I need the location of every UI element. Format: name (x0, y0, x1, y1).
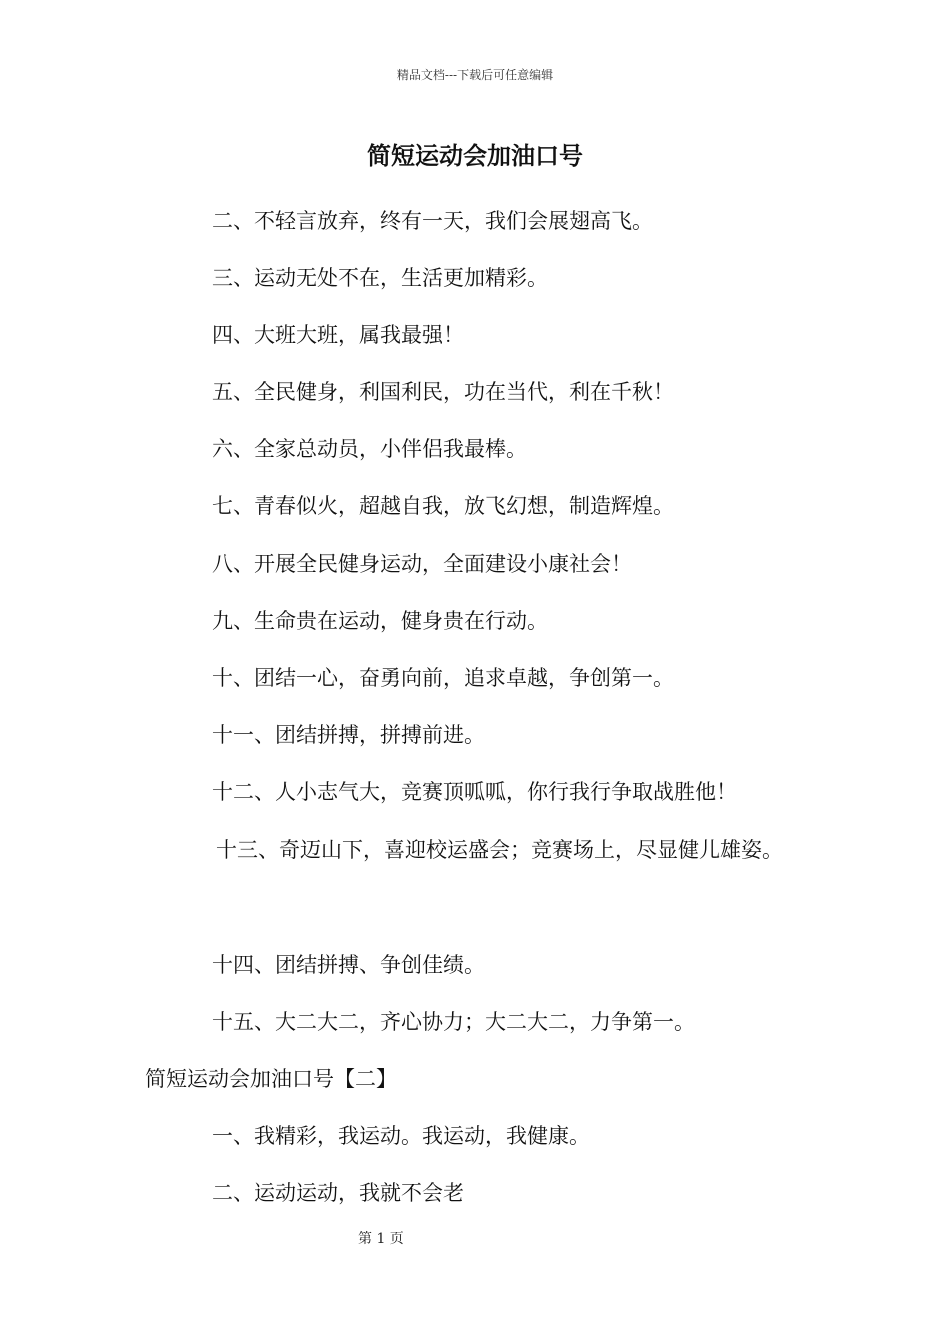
slogan-line: 十四、团结拼搏、争创佳绩。 (212, 953, 485, 977)
slogan-line: 二、不轻言放弃，终有一天，我们会展翅高飞。 (212, 209, 653, 233)
slogan-line: 五、全民健身，利国利民，功在当代，利在千秋！ (212, 380, 674, 404)
slogan-line: 十一、团结拼搏，拼搏前进。 (212, 723, 485, 747)
section-heading: 简短运动会加油口号【二】 (145, 1067, 397, 1091)
slogan-line: 四、大班大班，属我最强！ (212, 323, 464, 347)
slogan-line: 三、运动无处不在，生活更加精彩。 (212, 266, 548, 290)
header-note: 精品文档---下载后可任意编辑 (396, 68, 554, 82)
document-title: 简短运动会加油口号 (367, 141, 583, 170)
slogan-line: 八、开展全民健身运动，全面建设小康社会！ (212, 552, 632, 576)
slogan-line: 七、青春似火，超越自我，放飞幻想，制造辉煌。 (212, 494, 674, 518)
slogan-line: 一、我精彩，我运动。我运动，我健康。 (212, 1124, 590, 1148)
slogan-line: 十五、大二大二，齐心协力；大二大二，力争第一。 (212, 1010, 695, 1034)
slogan-line: 十二、人小志气大，竞赛顶呱呱，你行我行争取战胜他！ (212, 780, 737, 804)
slogan-line: 二、运动运动，我就不会老 (212, 1181, 464, 1205)
slogan-line: 九、生命贵在运动，健身贵在行动。 (212, 609, 548, 633)
slogan-line: 六、全家总动员，小伴侣我最棒。 (212, 437, 527, 461)
slogan-line: 十、团结一心，奋勇向前，追求卓越，争创第一。 (212, 666, 674, 690)
page-number: 第 1 页 (358, 1231, 404, 1247)
slogan-line: 十三、奇迈山下，喜迎校运盛会；竞赛场上，尽显健儿雄姿。 (216, 838, 783, 862)
